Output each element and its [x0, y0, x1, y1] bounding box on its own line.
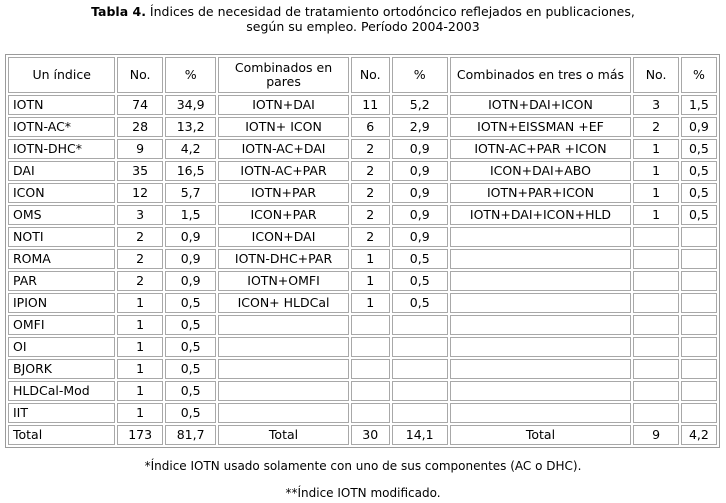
total-row [8, 425, 717, 445]
cell-single-percent: 81,7 [165, 425, 217, 445]
cell-pair-percent: 0,5 [392, 293, 448, 313]
cell-pair-count: 6 [351, 117, 390, 137]
cell-pair-percent: 14,1 [392, 425, 448, 445]
cell-pair-count: 2 [351, 139, 390, 159]
cell-pair-combination [218, 403, 348, 423]
cell-pair-count: 1 [351, 249, 390, 269]
cell-pair-percent: 5,2 [392, 95, 448, 115]
header-pair-combination: Combinados en pares [218, 57, 348, 93]
cell-triple-percent [681, 337, 717, 357]
cell-pair-count [351, 359, 390, 379]
cell-triple-count [633, 293, 678, 313]
cell-pair-combination: IOTN+DAI [218, 95, 348, 115]
cell-triple-percent: 0,9 [681, 117, 717, 137]
cell-triple-combination [450, 381, 632, 401]
cell-pair-count: 30 [351, 425, 390, 445]
cell-triple-count: 3 [633, 95, 678, 115]
cell-pair-count: 1 [351, 293, 390, 313]
cell-single-count: 1 [117, 315, 162, 335]
cell-pair-combination: IOTN-AC+DAI [218, 139, 348, 159]
header-pair-percent: % [392, 57, 448, 93]
cell-triple-combination [450, 315, 632, 335]
cell-single-index: IPION [8, 293, 115, 313]
cell-triple-percent: 0,5 [681, 161, 717, 181]
cell-pair-combination: IOTN+ ICON [218, 117, 348, 137]
cell-triple-count [633, 271, 678, 291]
cell-single-count: 1 [117, 403, 162, 423]
cell-triple-combination [450, 359, 632, 379]
cell-single-index: OI [8, 337, 115, 357]
cell-triple-combination [450, 403, 632, 423]
table-row [8, 183, 717, 203]
cell-single-index: IOTN-AC* [8, 117, 115, 137]
cell-single-count: 3 [117, 205, 162, 225]
header-row [8, 57, 717, 93]
cell-single-index: OMS [8, 205, 115, 225]
cell-single-percent: 0,5 [165, 337, 217, 357]
cell-triple-combination: IOTN-AC+PAR +ICON [450, 139, 632, 159]
cell-pair-percent: 2,9 [392, 117, 448, 137]
cell-pair-count [351, 315, 390, 335]
cell-triple-percent [681, 293, 717, 313]
cell-single-count: 173 [117, 425, 162, 445]
cell-single-count: 1 [117, 359, 162, 379]
cell-single-percent: 34,9 [165, 95, 217, 115]
cell-triple-count: 9 [633, 425, 678, 445]
cell-pair-percent [392, 315, 448, 335]
cell-pair-percent: 0,9 [392, 227, 448, 247]
cell-triple-percent [681, 271, 717, 291]
table-row [8, 161, 717, 181]
cell-triple-percent: 1,5 [681, 95, 717, 115]
cell-pair-combination: Total [218, 425, 348, 445]
table-row [8, 337, 717, 357]
cell-triple-percent [681, 315, 717, 335]
cell-single-percent: 5,7 [165, 183, 217, 203]
cell-single-percent: 0,5 [165, 293, 217, 313]
cell-triple-count: 1 [633, 205, 678, 225]
cell-pair-percent [392, 381, 448, 401]
cell-single-percent: 16,5 [165, 161, 217, 181]
cell-triple-percent [681, 227, 717, 247]
cell-pair-percent: 0,9 [392, 161, 448, 181]
cell-single-count: 74 [117, 95, 162, 115]
footnote-2: **Índice IOTN modificado. [285, 486, 441, 500]
cell-single-percent: 0,9 [165, 227, 217, 247]
cell-single-index: ICON [8, 183, 115, 203]
caption-label: Tabla 4. [91, 4, 146, 19]
cell-triple-percent [681, 381, 717, 401]
cell-single-index: HLDCal-Mod [8, 381, 115, 401]
cell-single-count: 1 [117, 293, 162, 313]
header-triple-percent: % [681, 57, 717, 93]
cell-triple-percent [681, 359, 717, 379]
table-row [8, 315, 717, 335]
cell-triple-count [633, 227, 678, 247]
cell-single-count: 35 [117, 161, 162, 181]
cell-single-count: 9 [117, 139, 162, 159]
cell-pair-combination: IOTN+OMFI [218, 271, 348, 291]
cell-triple-percent: 0,5 [681, 205, 717, 225]
cell-pair-combination: IOTN-DHC+PAR [218, 249, 348, 269]
cell-pair-percent: 0,5 [392, 249, 448, 269]
cell-triple-combination: IOTN+EISSMAN +EF [450, 117, 632, 137]
table-row [8, 139, 717, 159]
cell-triple-percent [681, 403, 717, 423]
cell-triple-count [633, 359, 678, 379]
table-row [8, 293, 717, 313]
cell-single-percent: 0,5 [165, 381, 217, 401]
cell-triple-count [633, 337, 678, 357]
cell-single-count: 2 [117, 249, 162, 269]
table-row [8, 117, 717, 137]
table-row [8, 271, 717, 291]
cell-triple-combination: Total [450, 425, 632, 445]
cell-triple-count [633, 381, 678, 401]
cell-single-count: 2 [117, 271, 162, 291]
cell-single-percent: 0,5 [165, 315, 217, 335]
table-row [8, 205, 717, 225]
cell-single-index: IOTN [8, 95, 115, 115]
cell-triple-count: 2 [633, 117, 678, 137]
cell-pair-count: 2 [351, 183, 390, 203]
cell-single-index: IOTN-DHC* [8, 139, 115, 159]
cell-pair-combination: ICON+ HLDCal [218, 293, 348, 313]
cell-single-index: ROMA [8, 249, 115, 269]
header-pair-count: No. [351, 57, 390, 93]
cell-pair-combination: ICON+PAR [218, 205, 348, 225]
table-row [8, 359, 717, 379]
header-single-percent: % [165, 57, 217, 93]
caption-line-1 [0, 4, 726, 19]
caption-text-1: Índices de necesidad de tratamiento ortodóncico reflejados en publicaciones, [145, 4, 635, 19]
cell-pair-count: 2 [351, 227, 390, 247]
caption-line-2: según su empleo. Período 2004-2003 [246, 19, 480, 34]
table-row [8, 381, 717, 401]
cell-triple-combination [450, 337, 632, 357]
cell-single-index: DAI [8, 161, 115, 181]
cell-pair-combination [218, 381, 348, 401]
cell-single-index: PAR [8, 271, 115, 291]
cell-pair-combination [218, 315, 348, 335]
cell-triple-percent: 4,2 [681, 425, 717, 445]
cell-pair-count [351, 337, 390, 357]
cell-single-count: 1 [117, 337, 162, 357]
cell-single-count: 12 [117, 183, 162, 203]
cell-single-count: 2 [117, 227, 162, 247]
table-row [8, 249, 717, 269]
cell-pair-count [351, 403, 390, 423]
cell-triple-count [633, 315, 678, 335]
header-single-index: Un índice [8, 57, 115, 93]
cell-single-count: 1 [117, 381, 162, 401]
cell-pair-percent: 0,5 [392, 271, 448, 291]
cell-triple-combination: IOTN+DAI+ICON [450, 95, 632, 115]
cell-single-count: 28 [117, 117, 162, 137]
cell-triple-combination [450, 293, 632, 313]
header-triple-count: No. [633, 57, 678, 93]
header-single-count: No. [117, 57, 162, 93]
cell-triple-combination [450, 249, 632, 269]
table-caption [0, 4, 726, 34]
cell-triple-percent: 0,5 [681, 139, 717, 159]
cell-pair-combination [218, 337, 348, 357]
table-row [8, 95, 717, 115]
cell-pair-combination [218, 359, 348, 379]
cell-triple-combination: ICON+DAI+ABO [450, 161, 632, 181]
cell-single-index: OMFI [8, 315, 115, 335]
cell-single-index: Total [8, 425, 115, 445]
cell-pair-count: 2 [351, 161, 390, 181]
cell-single-index: NOTI [8, 227, 115, 247]
cell-single-index: IIT [8, 403, 115, 423]
cell-single-percent: 0,5 [165, 359, 217, 379]
cell-single-percent: 0,9 [165, 271, 217, 291]
table-row [8, 227, 717, 247]
cell-pair-count: 2 [351, 205, 390, 225]
cell-triple-count: 1 [633, 183, 678, 203]
cell-triple-percent: 0,5 [681, 183, 717, 203]
cell-triple-combination [450, 227, 632, 247]
footnote-1: *Índice IOTN usado solamente con uno de sus componentes (AC o DHC). [144, 459, 582, 473]
cell-pair-count: 11 [351, 95, 390, 115]
cell-pair-percent [392, 337, 448, 357]
header-triple-combination: Combinados en tres o más [450, 57, 632, 93]
cell-pair-combination: IOTN-AC+PAR [218, 161, 348, 181]
cell-single-percent: 0,5 [165, 403, 217, 423]
cell-pair-percent [392, 403, 448, 423]
cell-triple-count: 1 [633, 139, 678, 159]
cell-triple-combination: IOTN+DAI+ICON+HLD [450, 205, 632, 225]
cell-single-percent: 0,9 [165, 249, 217, 269]
cell-triple-combination [450, 271, 632, 291]
cell-pair-percent [392, 359, 448, 379]
cell-pair-percent: 0,9 [392, 139, 448, 159]
cell-single-percent: 1,5 [165, 205, 217, 225]
cell-single-percent: 13,2 [165, 117, 217, 137]
cell-triple-count: 1 [633, 161, 678, 181]
data-table [5, 54, 720, 448]
cell-single-index: BJORK [8, 359, 115, 379]
cell-pair-combination: IOTN+PAR [218, 183, 348, 203]
cell-triple-combination: IOTN+PAR+ICON [450, 183, 632, 203]
cell-pair-percent: 0,9 [392, 205, 448, 225]
cell-triple-percent [681, 249, 717, 269]
cell-pair-count: 1 [351, 271, 390, 291]
cell-pair-percent: 0,9 [392, 183, 448, 203]
table-row [8, 403, 717, 423]
cell-triple-count [633, 403, 678, 423]
cell-pair-combination: ICON+DAI [218, 227, 348, 247]
cell-triple-count [633, 249, 678, 269]
cell-pair-count [351, 381, 390, 401]
cell-single-percent: 4,2 [165, 139, 217, 159]
